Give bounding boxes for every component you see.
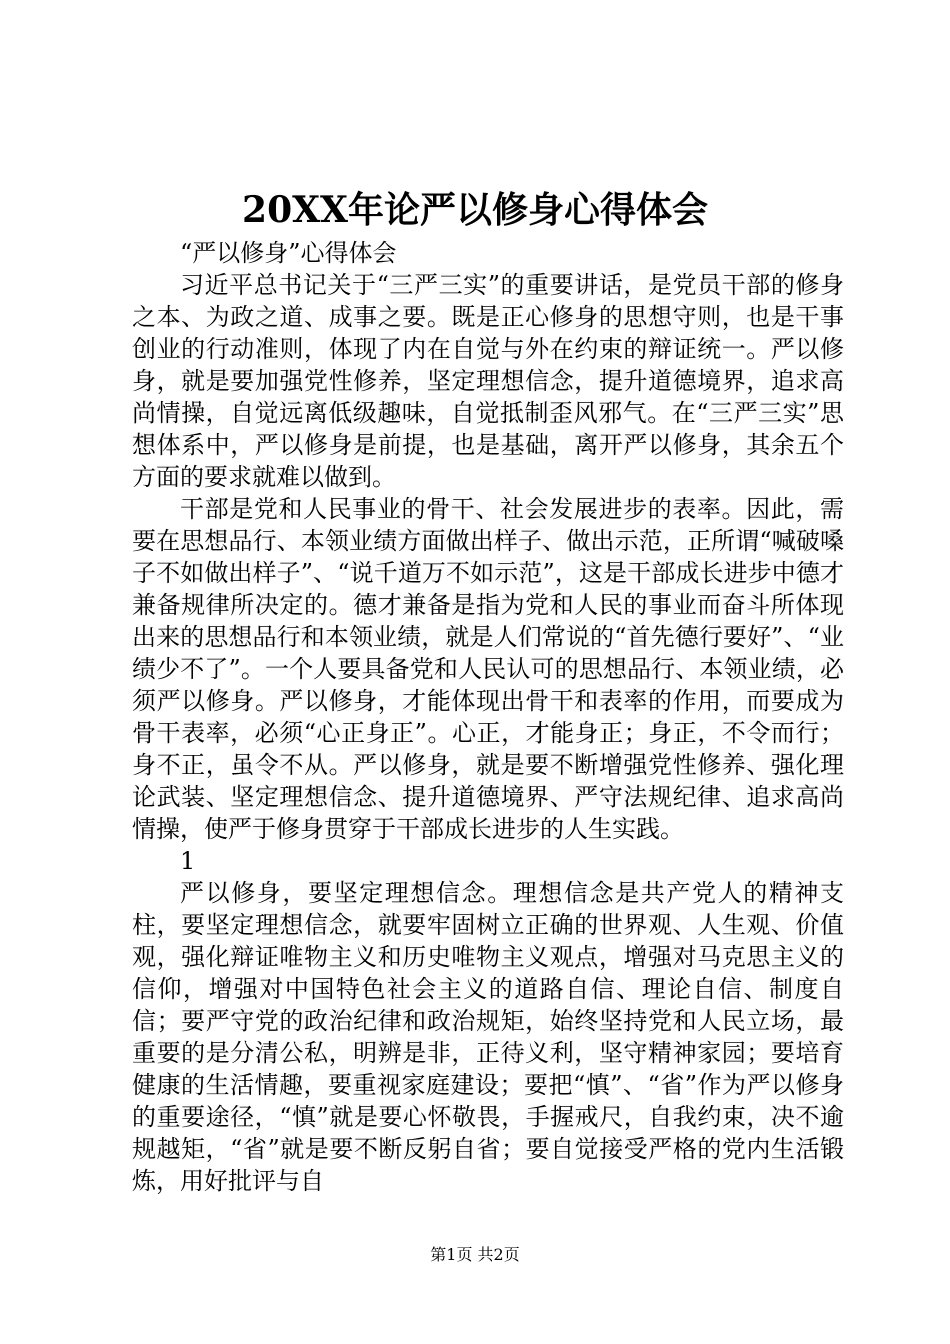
section-number: 1	[180, 847, 196, 875]
page-footer: 第1页 共2页	[430, 1245, 520, 1264]
body-paragraph: 严以修身，要坚定理想信念。理想信念是共产党人的精神支柱，要坚定理想信念，就要牢固树立正确的世界观、人生观、价值观，强化辩证唯物主义和历史唯物主义观点，增强对马克思主义的信仰，增强对中国特色社会主义的道路自信、理论自信、制度自信；要严守党的政治纪律和政治规矩，始终坚持党和人民立场，最重要的是分清公私，明辨是非，正待义利，坚守精神家园；要培育健康的生活情趣，要重视家庭建设；要把“慎”、“省”作为严以修身的重要途径，“慎”就是要心怀敬畏，手握戒尺，自我约束，决不逾规越矩，“省”就是要不断反躬自省；要自觉接受严格的党内生活锻炼，用好批评与自	[132, 879, 844, 1195]
document-title: 20XX年论严以修身心得体会	[242, 189, 708, 231]
body-paragraph: 干部是党和人民事业的骨干、社会发展进步的表率。因此，需要在思想品行、本领业绩方面做出样子、做出示范，正所谓“喊破嗓子不如做出样子”、“说千道万不如示范”，这是干部成长进步中德才兼备规律所决定的。德才兼备是指为党和人民的事业而奋斗所体现出来的思想品行和本领业绩，就是人们常说的“首先德行要好”、“业绩少不了”。一个人要具备党和人民认可的思想品行、本领业绩，必须严以修身。严以修身，才能体现出骨干和表率的作用，而要成为骨干表率，必须“心正身正”。心正，才能身正；身正，不令而行；身不正，虽令不从。严以修身，就是要不断增强党性修养、强化理论武装、坚定理想信念、提升道德境界、严守法规纪律、追求高尚情操，使严于修身贯穿于干部成长进步的人生实践。	[132, 495, 844, 843]
document-body	[132, 237, 844, 1197]
subtitle-paragraph: “严以修身”心得体会	[180, 239, 397, 267]
body-paragraph: 习近平总书记关于“三严三实”的重要讲话，是党员干部的修身之本、为政之道、成事之要。既是正心修身的思想守则，也是干事创业的行动准则，体现了内在自觉与外在约束的辩证统一。严以修身，就是要加强党性修养，坚定理想信念，提升道德境界，追求高尚情操，自觉远离低级趣味，自觉抵制歪风邪气。在“三严三实”思想体系中，严以修身是前提，也是基础，离开严以修身，其余五个方面的要求就难以做到。	[132, 271, 844, 491]
